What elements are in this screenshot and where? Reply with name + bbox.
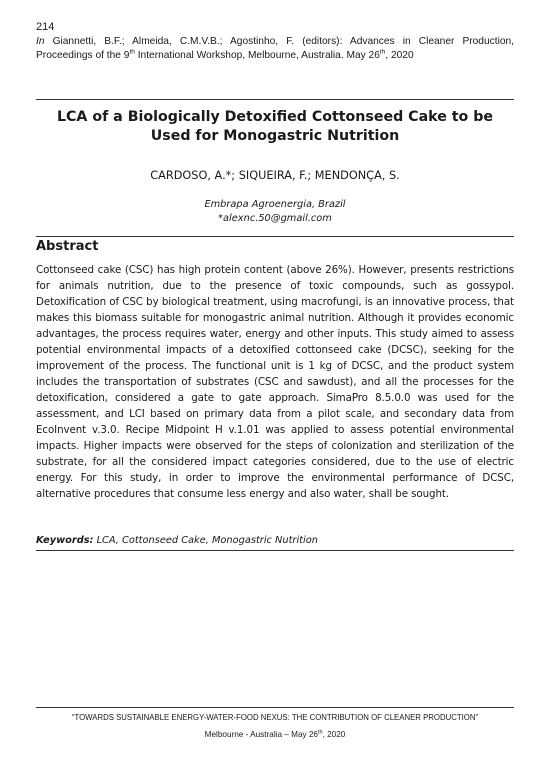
abstract-top-divider [36,236,514,237]
citation-in: In [36,36,45,47]
paper-title [36,108,514,146]
email: *alexnc.50@gmail.com [218,213,332,224]
keywords [36,535,318,546]
citation-sup2: th [379,48,386,56]
footer-location: Melbourne - Australia – May 26 [204,730,318,739]
footer-line-2 [36,730,514,739]
keywords-label: Keywords: [36,535,94,546]
affiliation-block [36,198,514,226]
footer-year: , 2020 [322,730,346,739]
footer-sup: th [317,729,323,736]
keywords-divider [36,550,514,551]
page-number: 214 [36,21,55,33]
footer-line-1: “TOWARDS SUSTAINABLE ENERGY-WATER-FOOD NEXUS: THE CONTRIBUTION OF CLEANER PRODUCTION” [71,713,479,722]
abstract-heading: Abstract [36,239,99,254]
citation-mid: International Workshop, Melbourne, Australia. May 26 [134,50,380,61]
affiliation: Embrapa Agroenergia, Brazil [204,199,346,210]
header-divider [36,99,514,100]
citation-end: , 2020 [385,50,414,61]
keywords-text: LCA, Cottonseed Cake, Monogastric Nutrition [93,535,318,546]
title-line-1: LCA of a Biologically Detoxified Cottonseed Cake to be [56,109,494,125]
abstract-body: Cottonseed cake (CSC) has high protein content (above 26%). However, presents restrictions for animals nutrition, due to the presence of toxic compounds, such as gossypol. Detoxification of CSC by biological treatment, using macrofungi, is an innovative process, that makes this biomass suitable for monogastric animal nutrition. Although it provides economic advantages, the process requires water, energy and other inputs. This study aimed to assess potential environmental impacts of a detoxified cottonseed cake (DCSC), seeking for the improvement of the process. The functional unit is 1 kg of DCSC, and the product system includes the transportation of substrates (CSC and sawdust), and all the processes for the detoxification, considered a gate to gate approach. SimaPro 8.5.0.0 was used for the assessment, and LCI based on primary data from a pilot scale, and secondary data from EcoInvent v.3.0. Recipe Midpoint H v.1.01 was applied to assess potential environmental impacts. Higher impacts were observed for the steps of colonization and sterilization of the substrate, for all the considered impact categories considered, due to the use of electric energy. For this study, in order to improve the environmental performance of DCSC, alternative procedures that consume less energy and also water, shall be sought. [36,264,514,500]
title-line-2: Used for Monogastric Nutrition [150,128,400,144]
citation-sup: th [129,48,135,56]
citation-header [36,35,514,63]
authors: CARDOSO, A.*; SIQUEIRA, F.; MENDONÇA, S. [150,169,400,182]
citation-main: Giannetti, B.F.; Almeida, C.M.V.B.; Agostinho, F. (editors): Advances in Cleaner Production, Proceedings of the 9 [36,36,514,61]
footer-divider [36,707,514,708]
